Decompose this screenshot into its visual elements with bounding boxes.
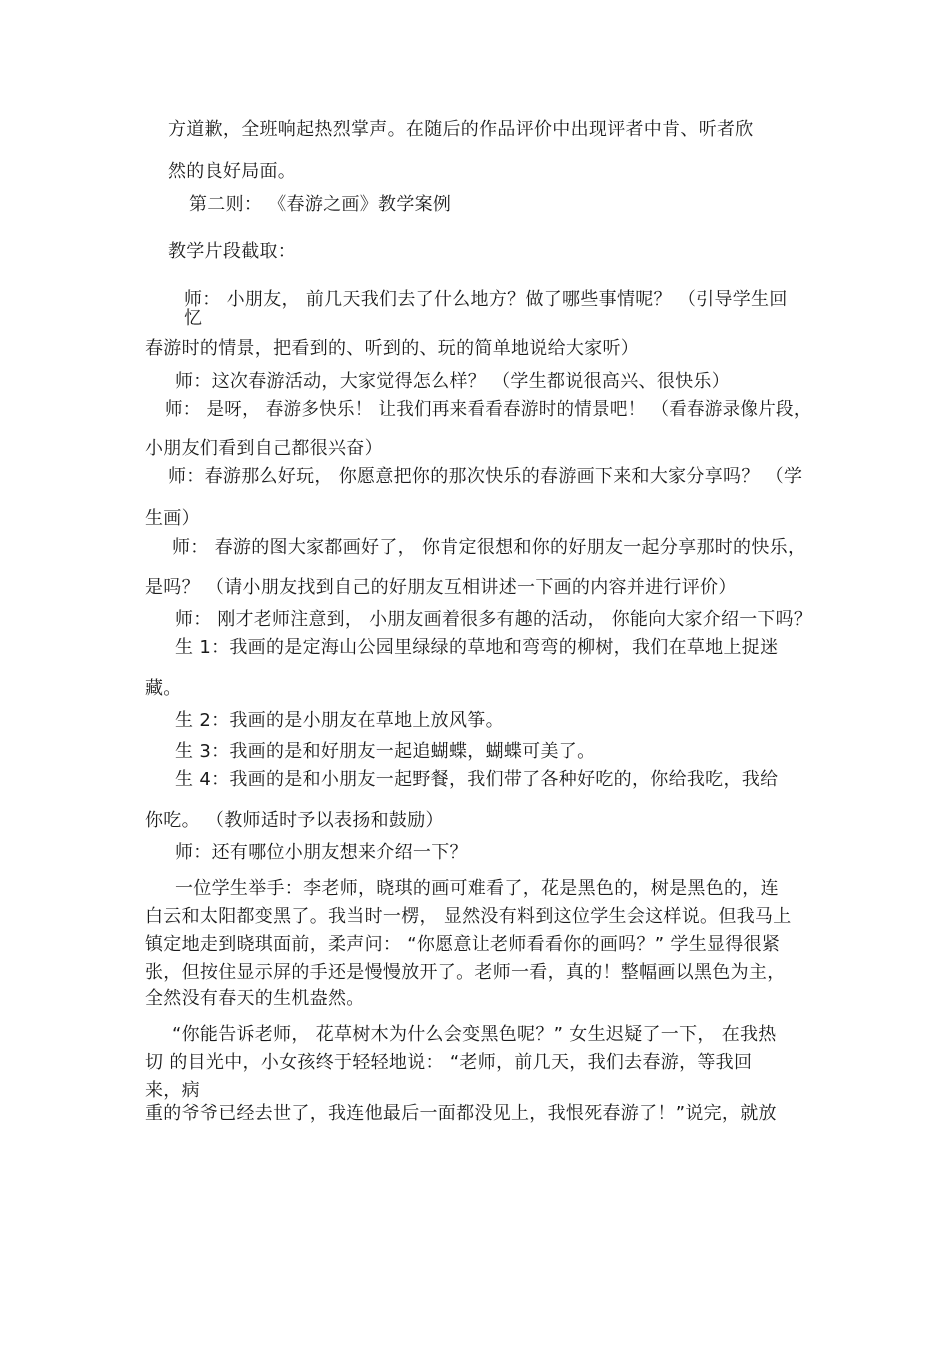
text-line: 藏。 xyxy=(145,678,182,699)
text-line: 生 3：我画的是和好朋友一起追蝴蝶，蝴蝶可美了。 xyxy=(175,741,596,762)
text-line: 是吗？ （请小朋友找到自己的好朋友互相讲述一下画的内容并进行评价） xyxy=(145,577,737,598)
text-line: 镇定地走到晓琪面前，柔声问： “你愿意让老师看看你的画吗？” 学生显得很紧 xyxy=(145,934,781,955)
text-line: 小朋友们看到自己都很兴奋） xyxy=(145,438,383,459)
text-line: 生画） xyxy=(145,508,200,529)
text-line: 重的爷爷已经去世了，我连他最后一面都没见上，我恨死春游了！”说完，就放 xyxy=(145,1103,777,1124)
text-line: 师： 是呀， 春游多快乐！ 让我们再来看看春游时的情景吧！ （看春游录像片段， xyxy=(165,399,812,420)
text-line: 全然没有春天的生机盎然。 xyxy=(145,988,365,1009)
text-line: 师：春游那么好玩， 你愿意把你的那次快乐的春游画下来和大家分享吗？ （学 xyxy=(168,466,803,487)
text-line: 切 的目光中，小女孩终于轻轻地说： “老师，前几天，我们去春游，等我回 xyxy=(145,1052,753,1073)
text-line: 教学片段截取： xyxy=(168,241,297,262)
text-line: 白云和太阳都变黑了。我当时一楞， 显然没有料到这位学生会这样说。但我马上 xyxy=(145,906,792,927)
text-line: 你吃。 （教师适时予以表扬和鼓励） xyxy=(145,810,444,831)
text-line: “你能告诉老师， 花草树木为什么会变黑色呢？” 女生迟疑了一下， 在我热 xyxy=(172,1024,777,1045)
text-line: 方道歉，全班响起热烈掌声。在随后的作品评价中出现评者中肯、听者欣 xyxy=(168,119,754,140)
text-line: 师： 刚才老师注意到， 小朋友画着很多有趣的活动， 你能向大家介绍一下吗？ xyxy=(175,609,813,630)
section-heading: 第二则： 《春游之画》教学案例 xyxy=(189,194,452,215)
text-line: 来，病 xyxy=(145,1080,200,1101)
text-line: 春游时的情景，把看到的、听到的、玩的简单地说给大家听） xyxy=(145,338,640,359)
text-line: 一位学生举手：李老师，晓琪的画可难看了，花是黑色的，树是黑色的，连 xyxy=(175,878,779,899)
text-line: 师： 春游的图大家都画好了， 你肯定很想和你的好朋友一起分享那时的快乐， xyxy=(172,537,807,558)
text-line: 师：这次春游活动，大家觉得怎么样？ （学生都说很高兴、很快乐） xyxy=(175,371,731,392)
text-line: 生 2：我画的是小朋友在草地上放风筝。 xyxy=(175,710,504,731)
text-line: 生 4：我画的是和小朋友一起野餐，我们带了各种好吃的，你给我吃，我给 xyxy=(175,769,779,790)
text-line: 忆 xyxy=(184,308,203,329)
text-line: 师： 小朋友， 前几天我们去了什么地方？做了哪些事情呢？ （引导学生回 xyxy=(184,289,788,310)
text-line: 生 1：我画的是定海山公园里绿绿的草地和弯弯的柳树，我们在草地上捉迷 xyxy=(175,637,779,658)
text-line: 师：还有哪位小朋友想来介绍一下？ xyxy=(175,842,468,863)
text-line: 张，但按住显示屏的手还是慢慢放开了。老师一看，真的！整幅画以黑色为主， xyxy=(145,962,786,983)
text-line: 然的良好局面。 xyxy=(168,161,297,182)
